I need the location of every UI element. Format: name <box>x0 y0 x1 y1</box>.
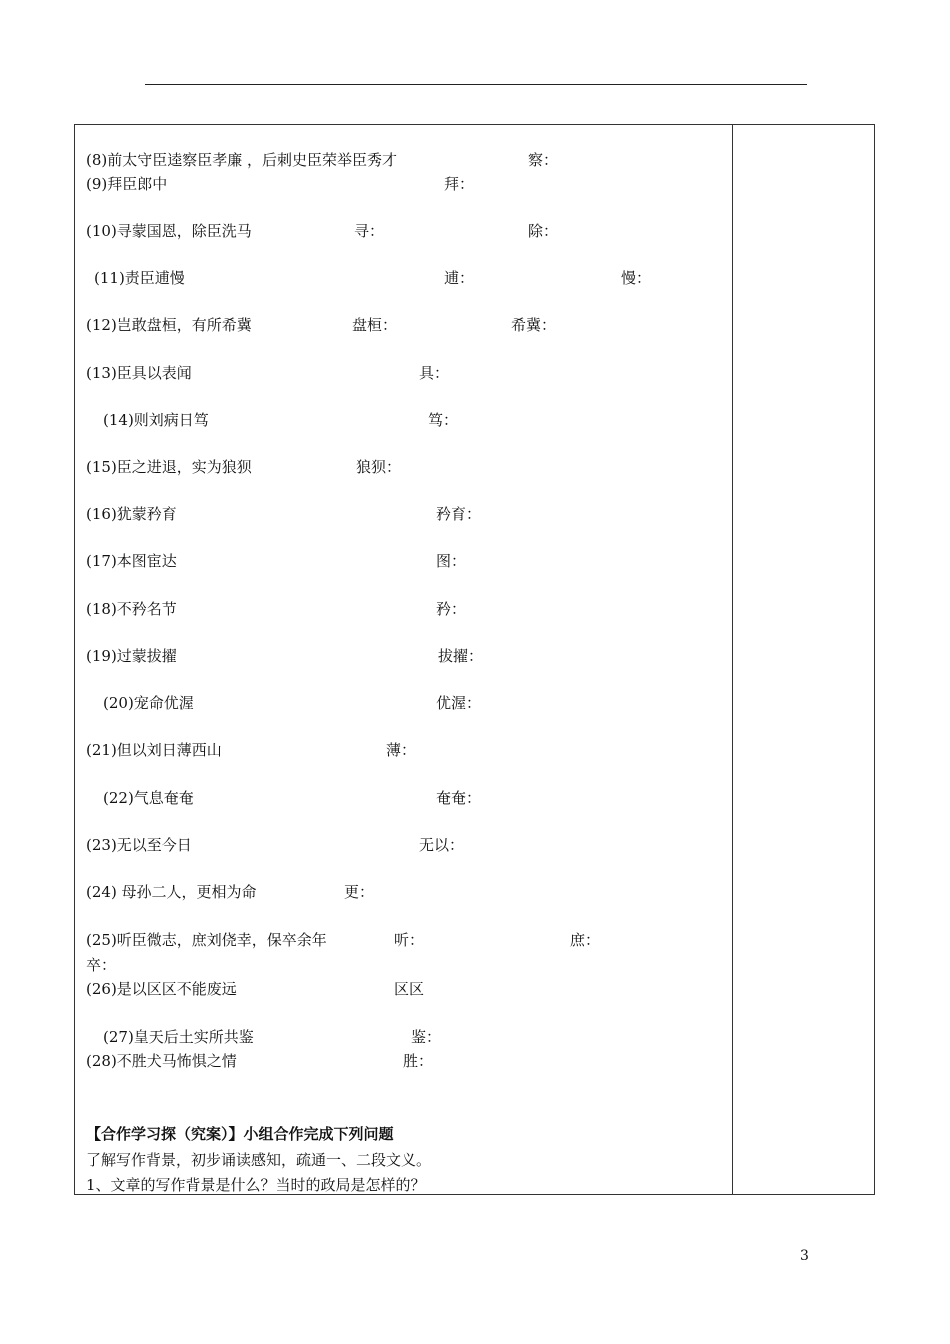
item-11-term-1: 逋： <box>444 269 475 287</box>
item-20-phrase: (20)宠命优渥 <box>103 694 194 712</box>
item-26-phrase: (26)是以区区不能废远 <box>86 980 237 998</box>
item-20-term: 优渥： <box>436 694 482 712</box>
item-10-term-1: 寻： <box>354 222 385 240</box>
item-12-term-1: 盘桓： <box>352 316 398 334</box>
item-21-phrase: (21)但以刘日薄西山 <box>86 741 222 759</box>
header-rule <box>145 84 807 85</box>
item-22-phrase: (22)气息奄奄 <box>103 789 194 807</box>
item-15-term: 狼狈： <box>356 458 402 476</box>
item-25-term-1: 听： <box>394 931 425 949</box>
item-19-phrase: (19)过蒙拔擢 <box>86 647 177 665</box>
item-14-term: 笃： <box>428 411 459 429</box>
item-18-term: 矜： <box>436 600 467 618</box>
item-9-phrase: (9)拜臣郎中 <box>86 175 168 193</box>
item-18-phrase: (18)不矜名节 <box>86 600 177 618</box>
item-25-phrase: (25)听臣微志，庶刘侥幸，保卒余年 <box>86 931 327 949</box>
item-27-phrase: (27)皇天后土实所共鉴 <box>103 1028 254 1046</box>
item-22-term: 奄奄： <box>436 789 482 807</box>
item-12-phrase: (12)岂敢盘桓，有所希冀 <box>86 316 252 334</box>
item-23-phrase: (23)无以至今日 <box>86 836 192 854</box>
item-17-term: 图： <box>436 552 467 570</box>
item-15-phrase: (15)臣之进退，实为狼狈 <box>86 458 252 476</box>
question-1: 1、文章的写作背景是什么？当时的政局是怎样的？ <box>86 1176 426 1194</box>
item-25-term-3: 卒： <box>86 956 117 974</box>
item-28-phrase: (28)不胜犬马怖惧之情 <box>86 1052 237 1070</box>
item-8-term: 察： <box>528 151 559 169</box>
item-27-term: 鉴： <box>411 1028 442 1046</box>
item-24-phrase: (24) 母孙二人，更相为命 <box>86 883 257 901</box>
item-28-term: 胜： <box>403 1052 434 1070</box>
item-16-term: 矜育： <box>436 505 482 523</box>
item-8-phrase: (8)前太守臣逵察臣孝廉 ，后刺史臣荣举臣秀才 <box>86 151 398 169</box>
item-23-term: 无以： <box>419 836 465 854</box>
item-25-term-2: 庶： <box>570 931 601 949</box>
page-number: 3 <box>800 1248 809 1264</box>
item-10-phrase: (10)寻蒙国恩，除臣洗马 <box>86 222 252 240</box>
item-21-term: 薄： <box>386 741 417 759</box>
item-13-phrase: (13)臣具以表闻 <box>86 364 192 382</box>
item-12-term-2: 希冀： <box>511 316 557 334</box>
item-26-term: 区区 <box>394 980 425 998</box>
item-19-term: 拔擢： <box>438 647 484 665</box>
item-10-term-2: 除： <box>528 222 559 240</box>
item-11-term-2: 慢： <box>621 269 652 287</box>
item-16-phrase: (16)犹蒙矜育 <box>86 505 177 523</box>
item-24-term: 更： <box>344 883 375 901</box>
item-14-phrase: (14)则刘病日笃 <box>103 411 209 429</box>
section-heading: 【合作学习探（究案）】小组合作完成下列问题 <box>86 1125 394 1143</box>
item-17-phrase: (17)本图宦达 <box>86 552 177 570</box>
table-column-divider <box>732 124 733 1195</box>
item-9-term: 拜： <box>444 175 475 193</box>
item-11-phrase: (11)责臣逋慢 <box>94 269 185 287</box>
item-13-term: 具： <box>419 364 450 382</box>
section-instruction: 了解写作背景，初步诵读感知，疏通一、二段文义。 <box>86 1151 432 1169</box>
